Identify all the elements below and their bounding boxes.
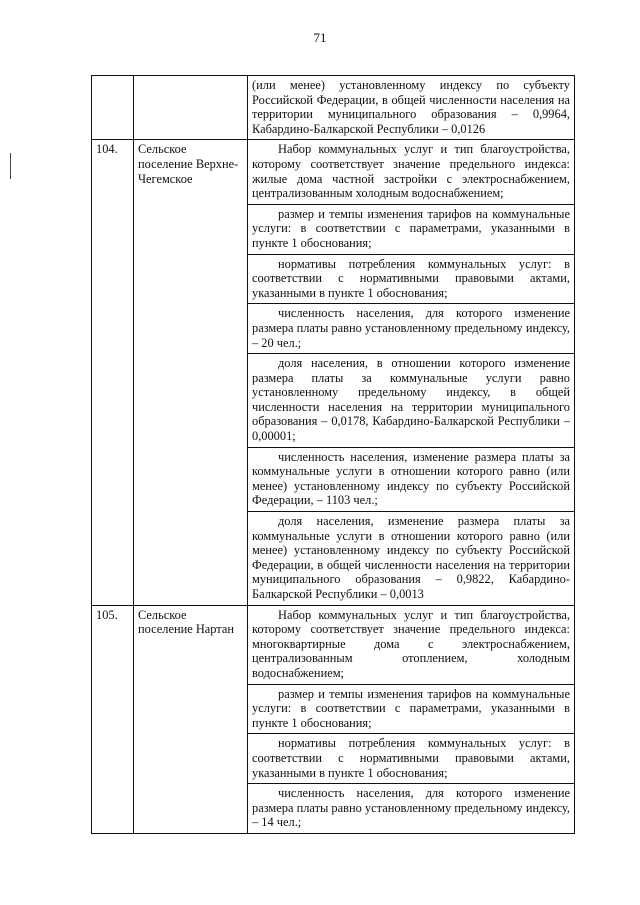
- paragraph: Набор коммунальных услуг и тип благоустройства, которому соответствует значение предельного индекса: жилые дома частной застройки с электроснабжением, централизованным холодным водоснабжением;: [252, 142, 570, 201]
- row-content: [248, 140, 575, 605]
- paragraph: численность населения, для которого изменение размера платы равно установленному предельному индексу, – 20 чел.;: [248, 303, 574, 353]
- paragraph: нормативы потребления коммунальных услуг: в соответствии с нормативными правовыми актами, указанными в пункте 1 обоснования;: [248, 733, 574, 783]
- paragraph: нормативы потребления коммунальных услуг: в соответствии с нормативными правовыми актами, указанными в пункте 1 обоснования;: [248, 254, 574, 304]
- row-number: 105.: [92, 605, 134, 833]
- table-row: [92, 140, 575, 605]
- page-number: 71: [313, 30, 327, 45]
- paragraph: (или менее) установленному индексу по субъекту Российской Федерации, в общей численности населения на территории муниципального образования – 0,9964, Кабардино-Балкарской Республики – 0,0126: [252, 78, 570, 136]
- municipality-name: Сельское поселение Нартан: [134, 605, 248, 833]
- paragraph: численность населения, изменение размера платы за коммунальные услуги в отношении которого равно (или менее) установленному индексу по субъекту Российской Федерации, – 1103 чел.;: [248, 447, 574, 511]
- row-content: [248, 605, 575, 833]
- municipality-name: [134, 76, 248, 140]
- municipality-name: Сельское поселение Верхне-Чегемское: [134, 140, 248, 605]
- paragraph: размер и темпы изменения тарифов на коммунальные услуги: в соответствии с параметрами, указанными в пункте 1 обоснования;: [248, 684, 574, 734]
- table-row: [92, 76, 575, 140]
- table-row: [92, 605, 575, 833]
- margin-mark: [10, 153, 11, 179]
- paragraph: доля населения, в отношении которого изменение размера платы за коммунальные услуги равно установленному предельному индексу, в общей численности населения на территории муниципального образования – 0,0178, Кабардино-Балкарской Республики – 0,00001;: [248, 353, 574, 447]
- row-number: [92, 76, 134, 140]
- municipalities-table: [91, 75, 575, 834]
- row-number: 104.: [92, 140, 134, 605]
- paragraph: численность населения, для которого изменение размера платы равно установленному предельному индексу, – 14 чел.;: [248, 783, 574, 833]
- paragraph: Набор коммунальных услуг и тип благоустройства, которому соответствует значение предельного индекса: многоквартирные дома с электроснабжением, централизованным отоплением, холодным водоснабжением;: [252, 607, 570, 680]
- paragraph: размер и темпы изменения тарифов на коммунальные услуги: в соответствии с параметрами, указанными в пункте 1 обоснования;: [248, 204, 574, 254]
- paragraph: доля населения, изменение размера платы за коммунальные услуги в отношении которого равно (или менее) установленному индексу по субъекту Российской Федерации, в общей численности населения на территории муниципального образования – 0,9822, Кабардино-Балкарской Республики – 0,0013: [248, 511, 574, 605]
- row-content: [248, 76, 575, 140]
